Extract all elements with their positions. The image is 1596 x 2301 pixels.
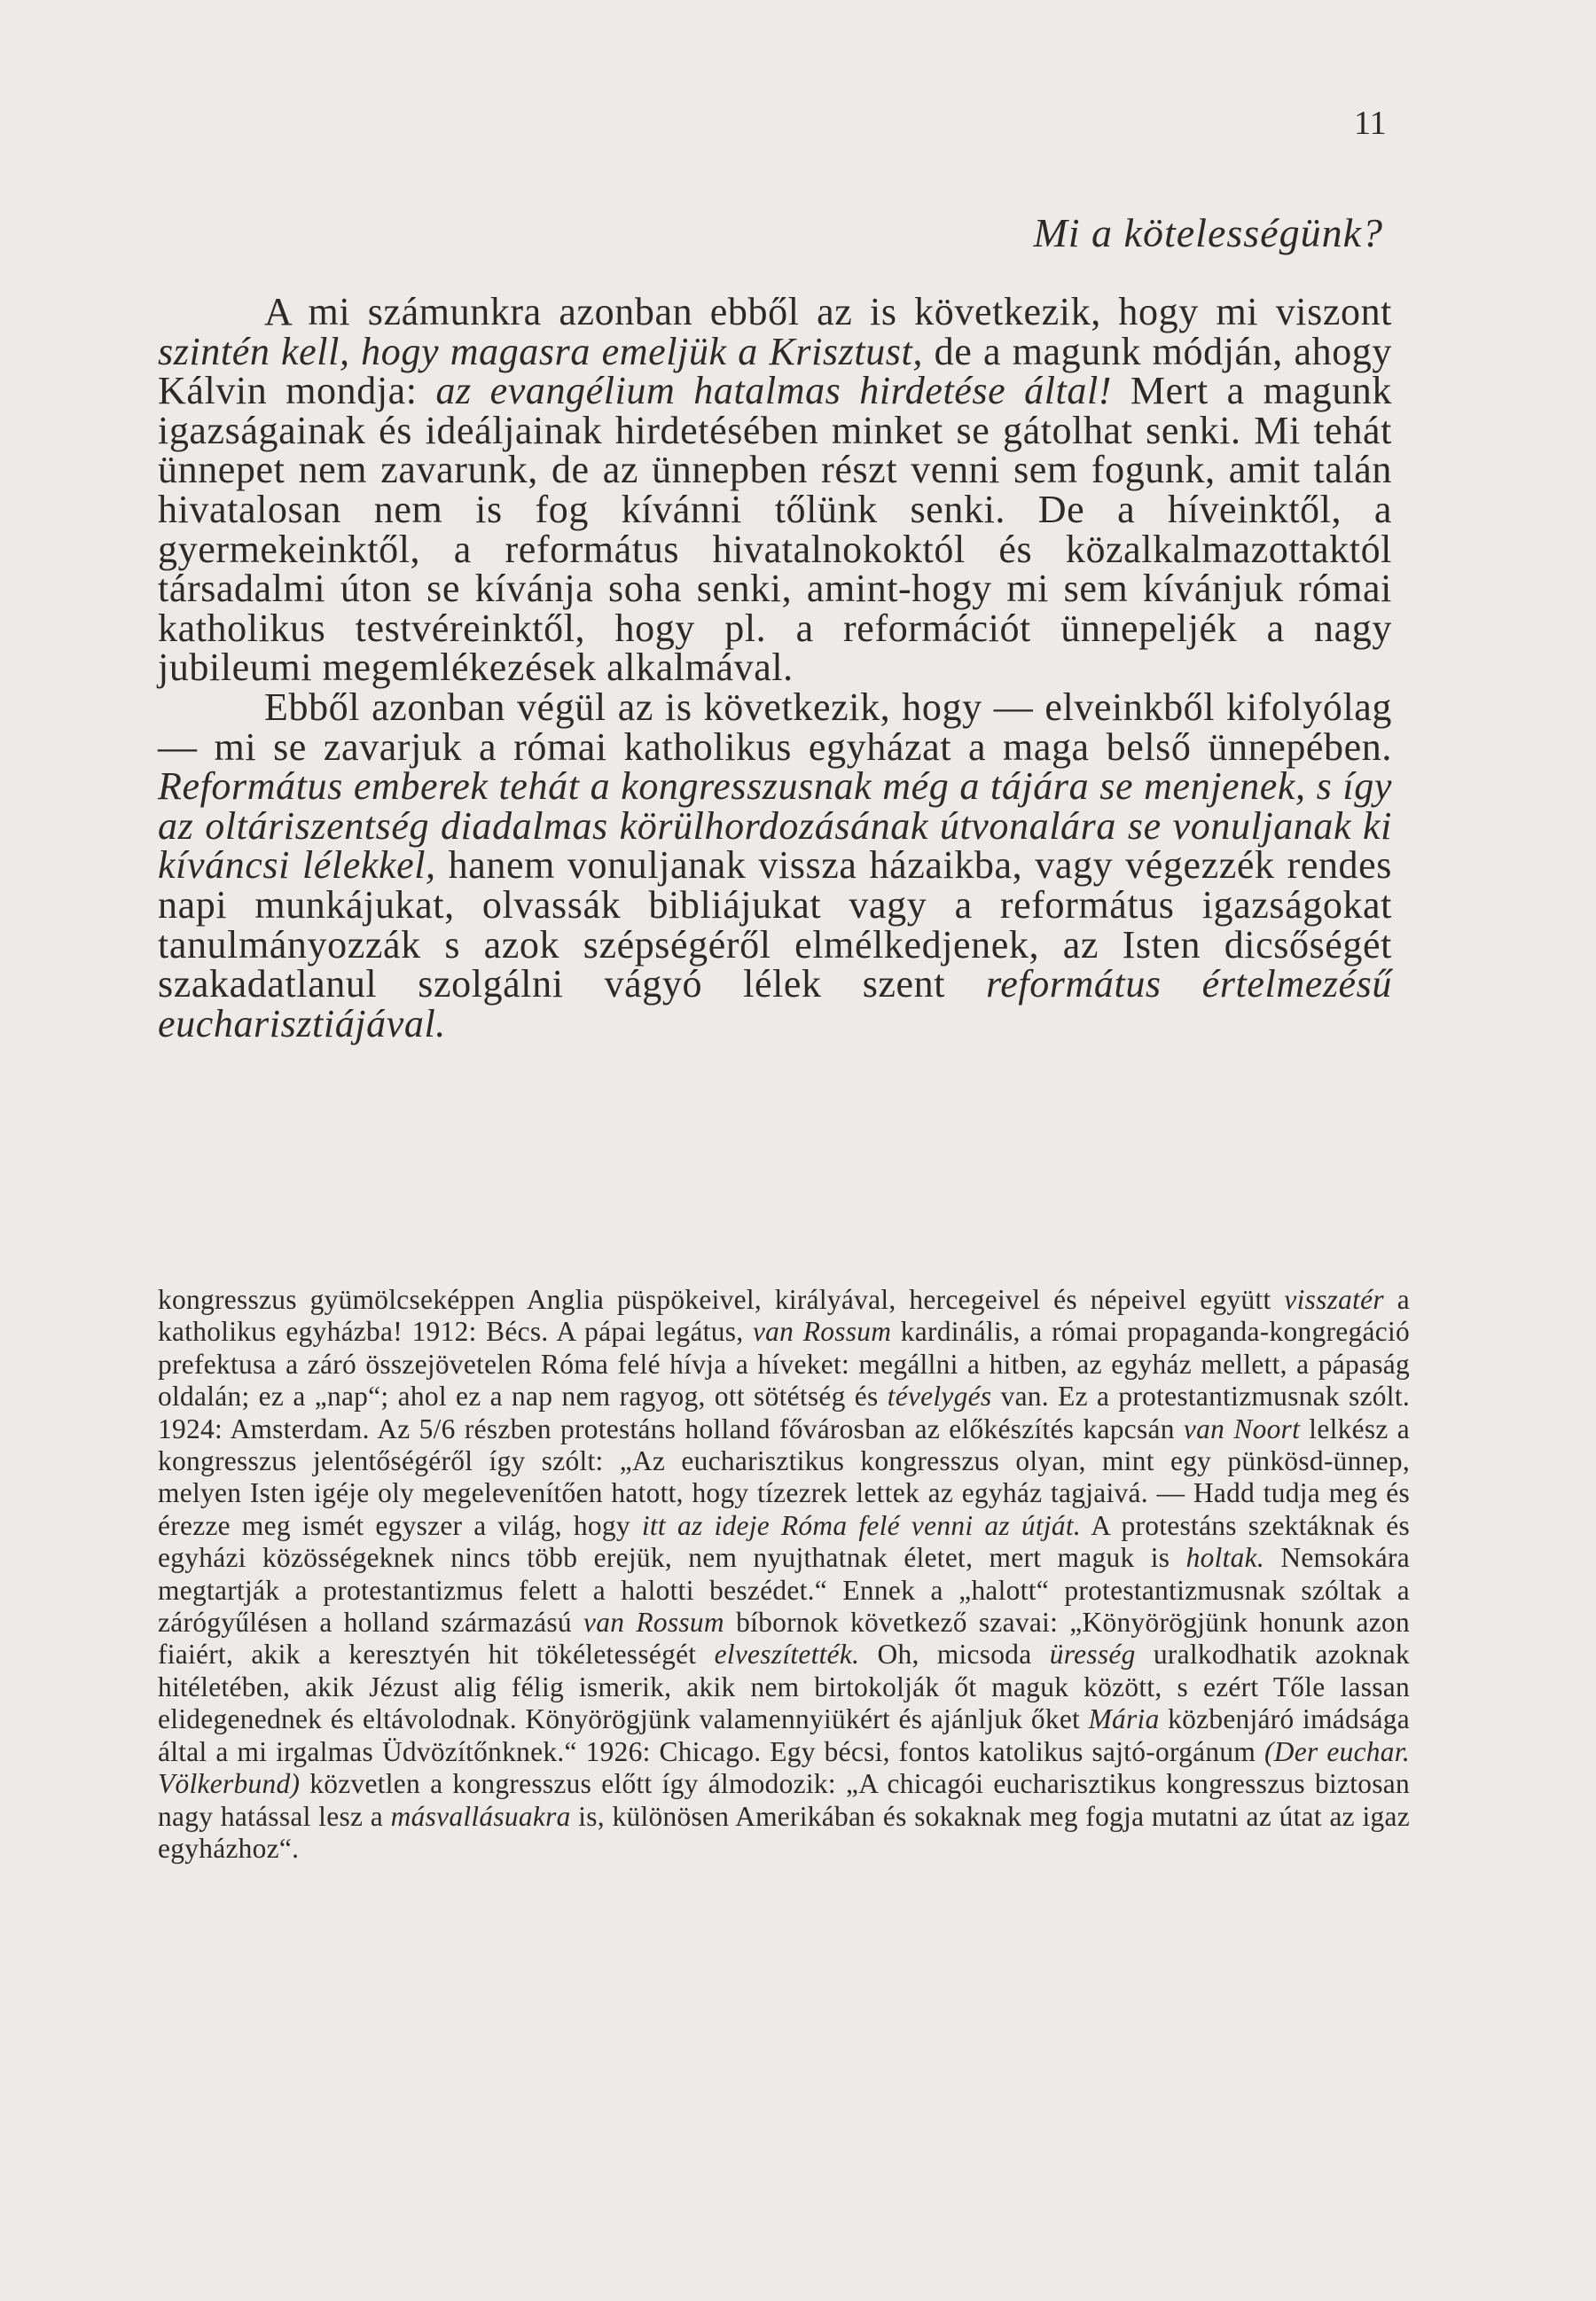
text-run: A protestáns szektáknak és egyházi közösségeknek nincs több erejük, nem nyujthatnak életet, mert maguk is (158, 1509, 1410, 1574)
text-run: lelkész a kongresszus jelentőségéről így szólt: „Az eucharisztikus kongresszus olyan, mint egy pünkösd-ünnep, melyen Isten igéje oly megelevenítően hatott, hogy tízezrek lettek az egyház tagjaivá. — Hadd tudja meg és érezze meg ismét egyszer a világ, hogy (158, 1413, 1410, 1541)
italic-text-run: van Noort (1183, 1413, 1301, 1444)
italic-text-run: szintén kell, hogy magasra emeljük a Krisztust, (158, 329, 923, 373)
text-run: Mert a magunk igazságainak és ideáljainak hirdetésében minket se gátolhat senki. Mi tehát ünnepet nem zavarunk, de az ünnepben részt venni sem fogunk, amit talán hivatalosan nem is fog kívánni tőlünk senki. De a híveinktől, a gyermekeinktől, a református hivatalnokoktól és közalkalmazottaktól társadalmi úton se kívánja soha senki, amint-hogy mi sem kívánjuk római katholikus testvéreinktől, hogy pl. a reformációt ünnepeljék a nagy jubileumi megemlékezések alkalmával. (158, 369, 1392, 690)
body-paragraph-2 (158, 685, 1393, 1045)
italic-text-run: az evangélium hatalmas hirdetése által! (435, 369, 1113, 413)
text-run: Nemsokára megtartják a protestantizmus felett a halotti beszédet.“ Ennek a „halott“ protestantizmusnak szóltak a zárógyűlésen a holland származású (158, 1542, 1410, 1639)
text-run: van. Ez a protestantizmusnak szólt. 1924: Amsterdam. Az 5/6 részben protestáns holland fővárosban az előkészítés kapcsán (158, 1381, 1410, 1444)
italic-text-run: református értelmezésű eucharisztiájával. (158, 962, 1392, 1045)
running-head: Mi a kötelességünk? (1033, 210, 1383, 255)
italic-text-run: holtak. (1185, 1542, 1265, 1574)
text-run: kongresszus gyümölcseképpen Anglia püspökeivel, királyával, hercegeivel és népeivel együtt (158, 1284, 1285, 1315)
body-paragraph-1 (158, 290, 1393, 690)
text-run: is, különösen Amerikában és sokaknak meg fogja mutatni az útat az igaz egyházhoz“. (158, 1800, 1410, 1864)
text-run: Oh, micsoda (859, 1639, 1050, 1671)
italic-text-run: Mária (1088, 1703, 1160, 1735)
italic-text-run: Református emberek tehát a kongresszusnak még a tájára se menjenek, s így az oltáriszentség diadalmas körülhordozásának útvonalára se vonuljanak ki kíváncsi lélekkel, (158, 764, 1392, 888)
main-text (158, 290, 1393, 1045)
italic-text-run: elveszítették. (714, 1639, 860, 1671)
text-run: uralkodhatik azoknak hitéletében, akik Jézust alig félig ismerik, akik nem birtokolják őt maguk között, s ezért Tőle lassan elidegenednek és eltávolodnak. Könyörögjünk valamennyiükért és ajánljuk őket (158, 1639, 1411, 1735)
italic-text-run: itt az ideje Róma felé venni az útját. (641, 1509, 1082, 1541)
text-run: de a magunk módján, ahogy Kálvin mondja: (158, 329, 1393, 413)
text-run: közvetlen a kongresszus előtt így álmodozik: „A chicagói eucharisztikus kongresszus biztosan nagy hatással lesz a (158, 1768, 1410, 1832)
italic-text-run: van Rossum (583, 1607, 724, 1639)
footnote (158, 1284, 1410, 1865)
italic-text-run: (Der euchar. Völkerbund) (158, 1735, 1410, 1800)
text-run: közbenjáró imádsága által a mi irgalmas Üdvözítőnknek.“ 1926: Chicago. Egy bécsi, fontos katolikus sajtó-orgánum (158, 1703, 1411, 1767)
text-run: a katholikus egyházba! 1912: Bécs. A pápai legátus, (158, 1284, 1410, 1348)
italic-text-run: üresség (1049, 1639, 1136, 1671)
text-run: kardinális, a római propaganda-kongregáció prefektusa a záró összejövetelen Róma felé hívja a híveket: megállni a hitben, az egyház mellett, a pápaság oldalán; ez a „nap“; ahol ez a nap nem ragyog, ott sötétség és (158, 1316, 1410, 1413)
text-run: hanem vonuljanak vissza házaikba, vagy végezzék rendes napi munkájukat, olvassák bibliájukat vagy a református igazságokat tanulmányozzák s azok szépségéről elmélkedjenek, az Isten dicsőségét szakadatlanul szolgálni vágyó lélek szent (158, 843, 1393, 1006)
italic-text-run: másvallásuakra (390, 1800, 571, 1832)
italic-text-run: visszatér (1284, 1284, 1384, 1315)
text-run: Ebből azonban végül az is következik, hogy — elveinkből kifolyólag — mi se zavarjuk a római katholikus egyházat a maga belső ünnepében. (158, 685, 1392, 769)
page-number: 11 (1354, 105, 1387, 142)
text-run: bíbornok következő szavai: „Könyörögjünk honunk azon fiaiért, akik a keresztyén hit tökéletességét (158, 1607, 1410, 1671)
italic-text-run: van Rossum (752, 1316, 892, 1348)
italic-text-run: tévelygés (887, 1381, 992, 1413)
footnote-paragraph (158, 1284, 1410, 1865)
text-run: A mi számunkra azonban ebből az is következik, hogy mi viszont (264, 290, 1392, 333)
